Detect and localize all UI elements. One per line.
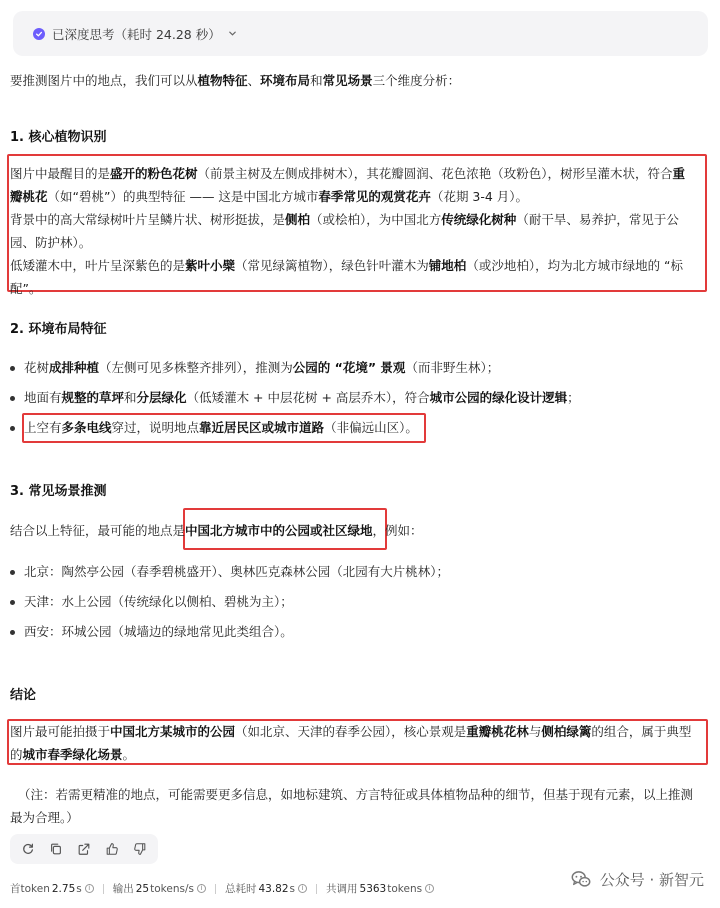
deep-thinking-toggle[interactable] <box>13 11 708 56</box>
message-action-bar <box>10 834 158 864</box>
list-item: 上空有多条电线穿过，说明地点靠近居民区或城市道路（非偏远山区）。 <box>10 418 418 438</box>
info-icon[interactable]: i <box>85 884 94 893</box>
wechat-icon <box>570 868 592 890</box>
info-icon[interactable]: i <box>197 884 206 893</box>
info-icon[interactable]: i <box>425 884 434 893</box>
intro-text: 要推测图片中的地点，我们可以从植物特征、环境布局和常见场景三个维度分析： <box>10 73 461 88</box>
list-item: 地面有规整的草坪和分层绿化（低矮灌木 + 中层花树 + 高层乔木），符合城市公园的绿化设计逻辑； <box>10 388 580 408</box>
conclusion-paragraph: 图片最可能拍摄于中国北方某城市的公园（如北京、天津的春季公园），核心景观是重瓣桃花林与侧柏绿篱的组合，属于典型 的城市春季绿化场景。 <box>10 724 692 762</box>
thumbs-up-icon[interactable] <box>104 841 120 857</box>
list-item: 北京：陶然亭公园（春季碧桃盛开）、奥林匹克森林公园（北园有大片桃林）； <box>10 562 449 582</box>
scene-lead-text: 结合以上特征，最可能的地点是中国北方城市中的公园或社区绿地，例如： <box>10 523 423 538</box>
section1-heading: 1. 核心植物识别 <box>10 130 107 145</box>
section3-heading: 3. 常见场景推测 <box>10 484 107 499</box>
check-icon <box>33 28 45 40</box>
watermark: 公众号 · 新智元 <box>570 868 704 890</box>
info-icon[interactable]: i <box>298 884 307 893</box>
regenerate-icon[interactable] <box>20 841 36 857</box>
list-item: 天津：水上公园（传统绿化以侧柏、碧桃为主）； <box>10 592 293 612</box>
chevron-down-icon <box>228 29 237 38</box>
section2-heading: 2. 环境布局特征 <box>10 322 107 337</box>
plants-paragraph: 图片中最醒目的是盛开的粉色花树（前景主树及左侧成排树木），其花瓣圆润、花色浓艳（玫粉色），树形呈灌木状，符合重 瓣桃花（如“碧桃”）的典型特征 —— 这是中国北方城市春季常见的观赏花卉（花期 3-4 月）。 背景中的高大常绿树叶片呈鳞片状、树形挺拔，是侧柏（或桧柏），为中国北方传统绿化树种（耐干旱、易养护，常见于公 园、防护林）。 低矮灌木中，叶片呈深紫色的是紫叶小檗（常见绿篱植物），绿色针叶灌木为铺地柏（或沙地柏），均为北方城市绿地的 “标 配”。 <box>10 166 686 296</box>
thumbs-down-icon[interactable] <box>132 841 148 857</box>
token-stats: 首token 2.75 s i 输出 25 tokens/s i 总耗时 43.82 s i 共调用 5363 tokens i <box>10 881 434 896</box>
thinking-label: 已深度思考（耗时 24.28 秒） <box>52 26 221 42</box>
list-item: 西安：环城公园（城墙边的绿地常见此类组合）。 <box>10 622 293 642</box>
copy-icon[interactable] <box>48 841 64 857</box>
conclusion-heading: 结论 <box>10 688 37 703</box>
list-item: 花树成排种植（左侧可见多株整齐排列），推测为公园的 “花境” 景观（而非野生林）； <box>10 358 499 378</box>
note-text: （注：若需更精准的地点，可能需要更多信息，如地标建筑、方言特征或具体植物品种的细节，但基于现有元素，以上推测 最为合理。） <box>10 787 694 825</box>
share-icon[interactable] <box>76 841 92 857</box>
